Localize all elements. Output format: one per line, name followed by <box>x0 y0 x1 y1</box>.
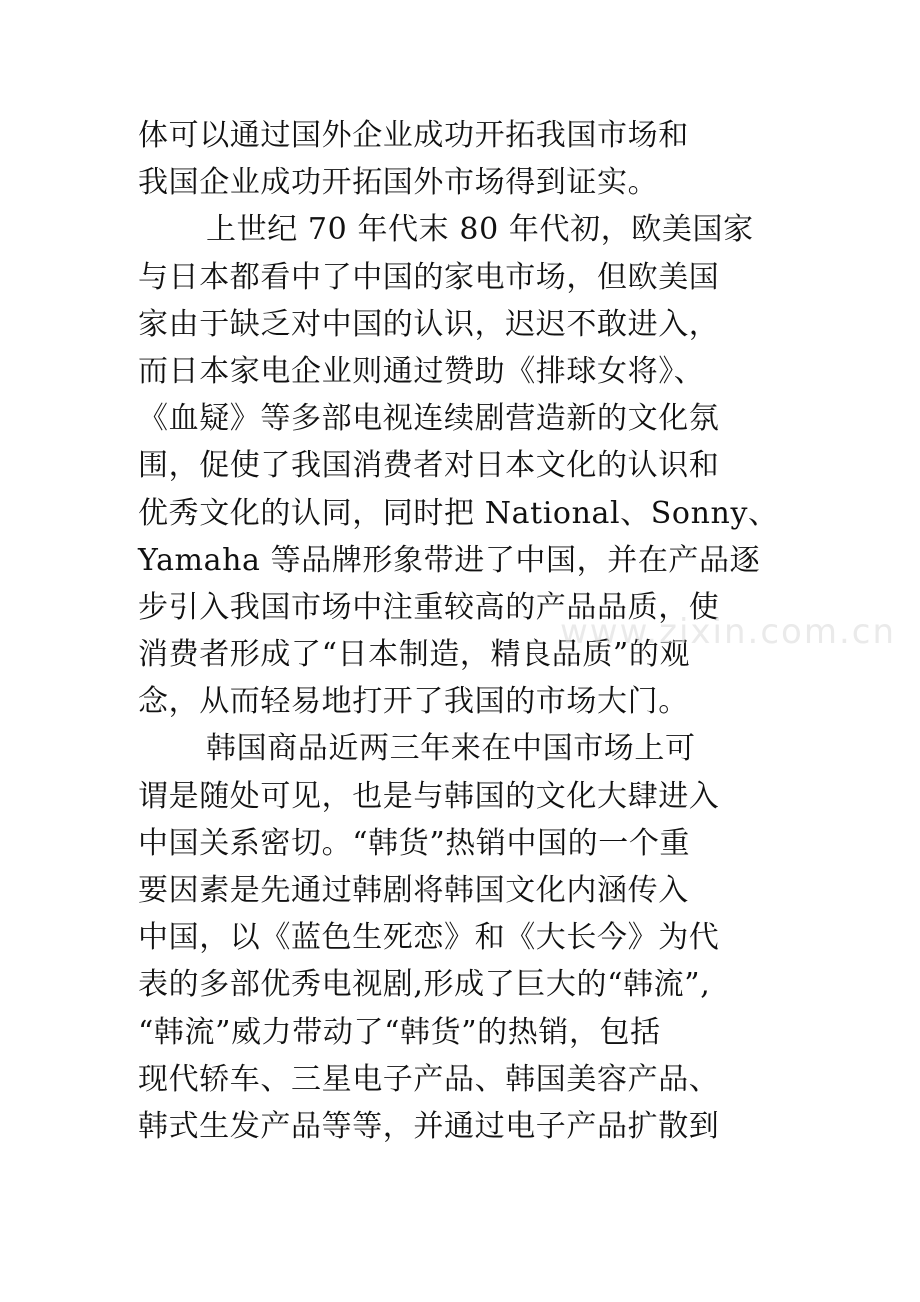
text-line: 优秀文化的认同，同时把 National、Sonny、 <box>138 495 779 531</box>
text-line: 消费者形成了“日本制造，精良品质”的观 <box>138 637 691 673</box>
text-line: 而日本家电企业则通过赞助《排球女将》、 <box>138 353 705 389</box>
text-line: 表的多部优秀电视剧,形成了巨大的“韩流”, <box>138 967 711 1003</box>
text-line: Yamaha 等品牌形象带进了中国，并在产品逐 <box>138 542 761 578</box>
text-line: 围，促使了我国消费者对日本文化的认识和 <box>138 448 720 484</box>
text-line: 念，从而轻易地打开了我国的市场大门。 <box>138 684 689 720</box>
paragraph-start-line: 韩国商品近两三年来在中国市场上可 <box>206 731 696 767</box>
text-line: 《血疑》等多部电视连续剧营造新的文化氛 <box>138 401 720 437</box>
text-line: 韩式生发产品等等，并通过电子产品扩散到 <box>138 1108 720 1144</box>
text-line: 与日本都看中了中国的家电市场，但欧美国 <box>138 259 720 295</box>
text-line: 谓是随处可见，也是与韩国的文化大肆进入 <box>138 778 720 814</box>
paragraph-start-line: 上世纪 70 年代末 80 年代初，欧美国家 <box>206 212 754 248</box>
text-line: 中国，以《蓝色生死恋》和《大长今》为代 <box>138 920 720 956</box>
text-line: 要因素是先通过韩剧将韩国文化内涵传入 <box>138 873 689 908</box>
watermark: www.zixin.com.cn <box>560 612 896 652</box>
text-line: 中国关系密切。“韩货”热销中国的一个重 <box>138 825 691 861</box>
text-line: 家由于缺乏对中国的认识，迟迟不敢进入， <box>138 306 720 342</box>
text-line: 现代轿车、三星电子产品、韩国美容产品、 <box>138 1061 720 1097</box>
text-line: 体可以通过国外企业成功开拓我国市场和 <box>138 118 689 153</box>
text-line: 我国企业成功开拓国外市场得到证实。 <box>138 165 659 201</box>
text-line: “韩流”威力带动了“韩货”的热销，包括 <box>138 1014 661 1050</box>
text-line: 步引入我国市场中注重较高的产品品质，使 <box>138 589 720 625</box>
document-body <box>138 112 798 1150</box>
